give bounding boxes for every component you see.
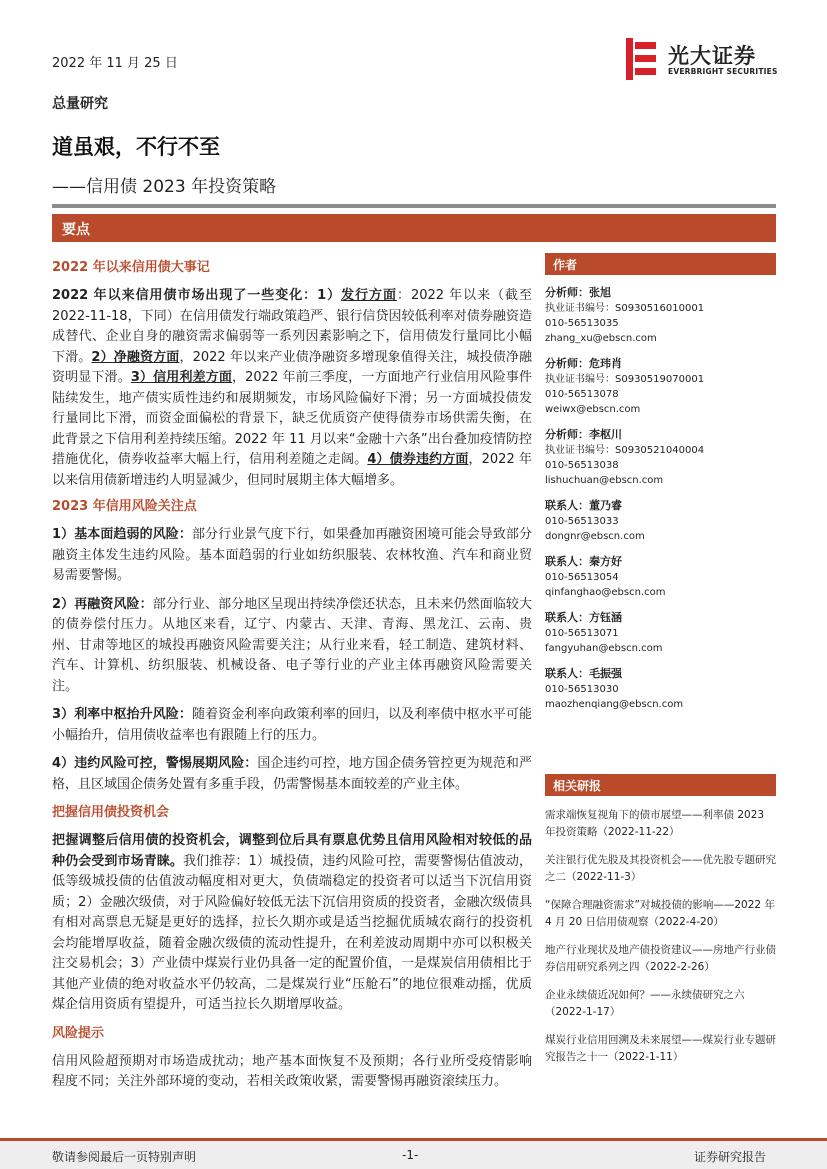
author-email[interactable]: dongnr@ebscn.com <box>545 531 645 542</box>
related-reports <box>545 774 776 1066</box>
events-run: ，2022 年前三季度，一方面地产行业信用风险事件陆续发生，地产债实质性违约和展期频发，市场风险偏好下滑；另一方面城投债发行量同比下滑，而资金面偏松的背景下，缺乏优质资产使得债券市场供需失衡，在此背景之下信用利差持续压缩。2022 年 11 月以来“金融十六条”出台叠加疫情防控措施优化，债券收益率大幅上行，信用利差随之走阔。 <box>52 370 532 467</box>
author-card <box>545 356 776 417</box>
author-list <box>545 285 776 712</box>
section-paragraph-opportunities <box>52 831 532 1016</box>
risk-list <box>52 525 532 795</box>
section-paragraph-risk-warning: 信用风险超预期对市场造成扰动；地产基本面恢复不及预期；各行业所受疫情影响程度不同；关注外部环境的变动，若相关政策收紧，需要警惕再融资滚续压力。 <box>52 1053 532 1089</box>
events-run: ，2022 年以来产业债净融资多增现象值得关注，城投债净融资明显下滑。 <box>52 349 533 385</box>
risk-item <box>52 525 532 587</box>
main-content <box>52 256 532 1093</box>
author-name: 联系人：方钰涵 <box>545 611 622 624</box>
author-phone: 010-56513071 <box>545 628 619 639</box>
events-run: 2022 年以来信用债市场出现了一些变化：1） <box>52 288 342 303</box>
author-phone: 010-56513078 <box>545 389 619 400</box>
related-report-item[interactable]: 关注银行优先股及其投资机会——优先股专题研究之二（2022-11-3） <box>545 854 776 883</box>
logo-text-en: EVERBRIGHT SECURITIES <box>668 67 778 76</box>
section-title-risk-warning: 风险提示 <box>52 1025 105 1041</box>
author-phone: 010-56513038 <box>545 460 619 471</box>
related-report-item[interactable]: “保障合理融资需求”对城投债的影响——2022 年 4 月 20 日信用债观察（2022-4-20） <box>545 899 775 928</box>
author-name: 分析师：张旭 <box>545 286 611 299</box>
risk-item-head: 3）利率中枢抬升风险： <box>52 707 192 722</box>
section-title-risks: 2023 年信用风险关注点 <box>52 499 197 514</box>
author-card <box>545 666 776 712</box>
risk-item-body: 部分行业、部分地区呈现出持续净偿还状态，且未来仍然面临较大的债券偿付压力。从地区来看，辽宁、内蒙古、天津、青海、黑龙江、云南、贵州、甘肃等地区的城投再融资风险需要关注；从行业来看，轻工制造、建筑材料、汽车、计算机、纺织服装、机械设备、电子等行业的产业主体再融资风险需要关注。 <box>52 596 532 694</box>
logo-mark-icon <box>626 38 658 80</box>
risk-item-head: 2）再融资风险： <box>52 596 153 612</box>
footer-report-type: 证券研究报告 <box>694 1150 767 1164</box>
header-divider <box>52 204 776 208</box>
sidebar <box>545 253 776 712</box>
section-title-opportunities: 把握信用债投资机会 <box>52 805 170 820</box>
events-run: 发行方面 <box>341 288 397 303</box>
author-phone: 010-56513033 <box>545 516 619 527</box>
related-report-item[interactable]: 需求端恢复视角下的债市展望——利率债 2023 年投资策略（2022-11-22） <box>545 809 765 838</box>
related-label: 相关研报 <box>553 779 602 793</box>
page-subtitle: ——信用债 2023 年投资策略 <box>52 177 277 197</box>
risk-item <box>52 754 532 795</box>
key-points-band <box>52 214 776 242</box>
author-email[interactable]: maozhenqiang@ebscn.com <box>545 699 684 710</box>
opportunities-body: 我们推荐：1）城投债，违约风险可控，需要警惕估值波动，低等级城投债的估值波动幅度相对更大，负债端稳定的投资者可以适当下沉信用资质；2）金融次级债，对于风险偏好较低无法下沉信用资质的投资者，金融次级债具有相对高票息无疑是更好的选择，拉长久期亦或是适当挖掘优质城农商行的投资机会均能增厚收益，随着金融次级债的流动性提升，在利差波动周期中亦可以积极关注交易机会；3）产业债中煤炭行业仍具备一定的配置价值，一是煤炭信用债相比于其他产业债的绝对收益水平仍较高，二是煤炭行业“压舱石”的地位很难动摇，优质煤企信用资质有望提升，可适当拉长久期增厚收益。 <box>52 853 532 1012</box>
author-name: 联系人：秦方好 <box>545 555 622 568</box>
author-cert: 执业证书编号：S0930521040004 <box>545 445 705 456</box>
author-email[interactable]: zhang_xu@ebscn.com <box>545 333 657 344</box>
risk-item-head: 4）违约风险可控，警惕展期风险： <box>52 756 258 771</box>
page-title: 道虽艰，不行不至 <box>52 135 220 159</box>
footer-disclaimer: 敬请参阅最后一页特别声明 <box>52 1150 197 1164</box>
events-run: 3）信用利差方面 <box>130 370 232 385</box>
author-phone: 010-56513030 <box>545 684 619 695</box>
related-report-item[interactable]: 企业永续债近况如何？——永续债研究之六（2022-1-17） <box>545 989 745 1018</box>
author-card <box>545 427 776 488</box>
events-run: 2）净融资方面 <box>91 349 180 365</box>
author-name: 分析师：李枢川 <box>545 428 622 441</box>
risk-item <box>52 595 532 698</box>
events-run: 4）债券违约方面 <box>367 452 469 467</box>
section-paragraph-events <box>52 286 532 491</box>
logo-text-cn: 光大证券 <box>668 44 756 68</box>
events-run: ，2022 年以来信用债新增违约人明显减少，但同时展期主体大幅增多。 <box>52 452 532 488</box>
report-category: 总量研究 <box>52 96 108 112</box>
author-card <box>545 498 776 544</box>
events-run: ：2022 年以来（截至 2022-11-18，下同）在信用债发行端政策趋严、银行信贷因较低利率对债券融资造成替代、企业自身的融资需求偏弱等一系列因素影响之下，信用债发行量同比小幅下滑。 <box>52 288 532 365</box>
key-points-label: 要点 <box>62 222 90 238</box>
author-card <box>545 285 776 346</box>
risk-item <box>52 705 532 746</box>
risk-item-head: 1）基本面趋弱的风险： <box>52 527 192 542</box>
page-footer <box>0 1138 827 1169</box>
author-phone: 010-56513035 <box>545 318 619 329</box>
authors-label: 作者 <box>553 258 578 272</box>
author-cert: 执业证书编号：S0930519070001 <box>545 374 705 385</box>
related-report-item[interactable]: 地产行业现状及地产债投资建议——房地产行业债券信用研究系列之四（2022-2-26） <box>545 944 776 973</box>
author-email[interactable]: lishuchuan@ebscn.com <box>545 475 664 486</box>
authors-band <box>545 253 776 275</box>
report-date: 2022 年 11 月 25 日 <box>52 56 178 71</box>
page-number: -1- <box>402 1148 419 1162</box>
author-email[interactable]: weiwx@ebscn.com <box>545 404 641 415</box>
author-email[interactable]: qinfanghao@ebscn.com <box>545 587 666 598</box>
author-email[interactable]: fangyuhan@ebscn.com <box>545 643 663 654</box>
section-title-events: 2022 年以来信用债大事记 <box>52 260 210 275</box>
opportunities-lead: 把握调整后信用债的投资机会，调整到位后具有票息优势且信用风险相对较低的品种仍会受到市场青睐。 <box>52 833 532 869</box>
author-name: 联系人：毛振强 <box>545 667 622 680</box>
related-report-item[interactable]: 煤炭行业信用回溯及未来展望——煤炭行业专题研究报告之十一（2022-1-11） <box>545 1034 776 1063</box>
author-card <box>545 610 776 656</box>
risk-item-body: 随着资金利率向政策利率的回归，以及利率债中枢水平可能小幅抬升，信用债收益率也有跟随上行的压力。 <box>52 707 532 743</box>
author-cert: 执业证书编号：S0930516010001 <box>545 303 705 314</box>
risk-item-body: 部分行业景气度下行，如果叠加再融资困境可能会导致部分融资主体发生违约风险。基本面趋弱的行业如纺织服装、农林牧渔、汽车和商业贸易需要警惕。 <box>52 527 532 583</box>
risk-item-body: 国企违约可控，地方国企债务管控更为规范和严格，且区域国企债务处置有多重手段，仍需警惕基本面较差的产业主体。 <box>52 756 532 792</box>
brand-logo <box>626 38 776 82</box>
author-card <box>545 554 776 600</box>
author-name: 分析师：危玮肖 <box>545 357 622 370</box>
related-band <box>545 774 776 796</box>
related-list <box>545 807 776 1066</box>
author-name: 联系人：董乃睿 <box>545 499 622 512</box>
author-phone: 010-56513054 <box>545 572 619 583</box>
